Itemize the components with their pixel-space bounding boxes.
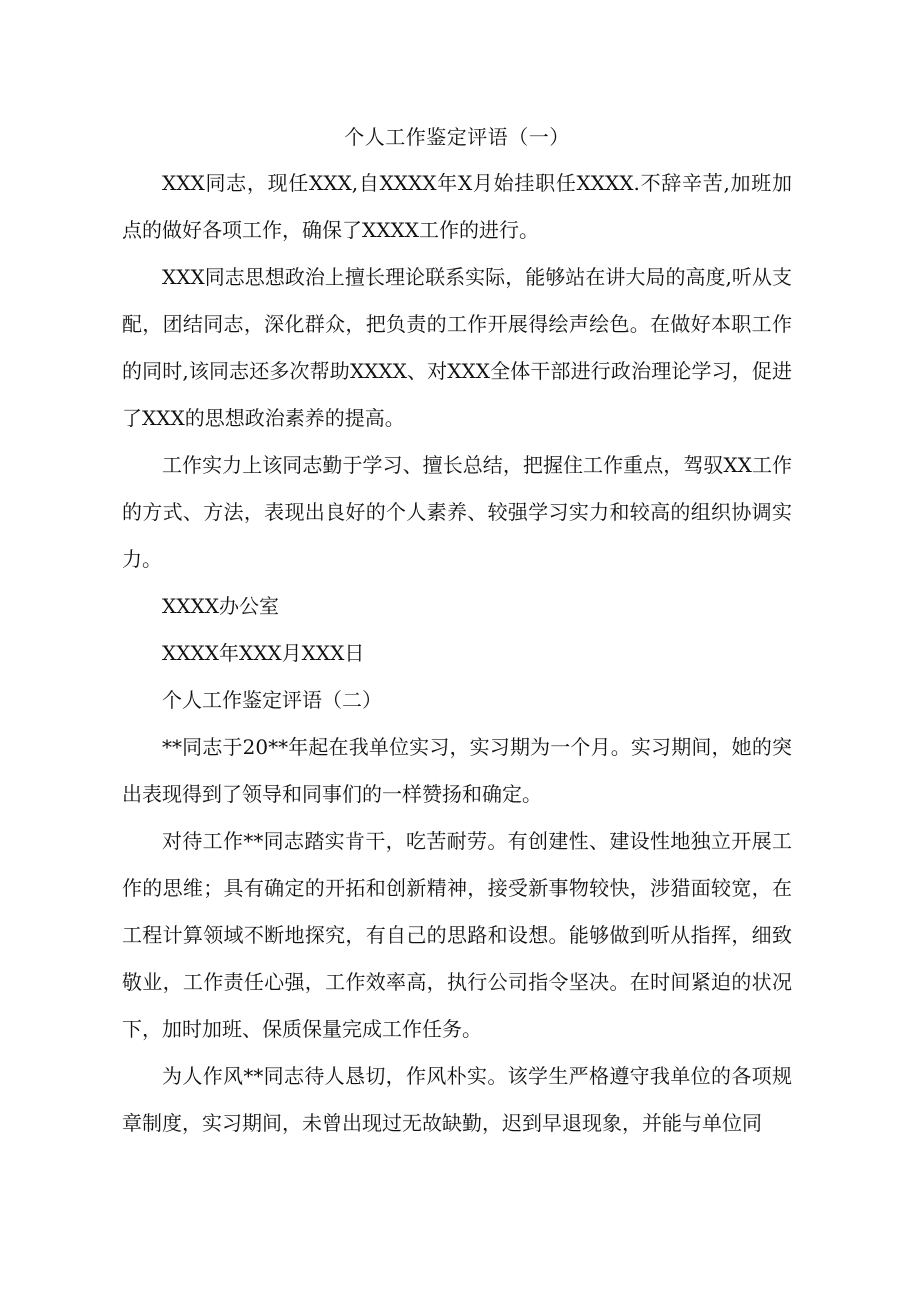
paragraph-2-1: **同志于20**年起在我单位实习，实习期为一个月。实习期间，她的突出表现得到了领导和同事们的一样赞扬和确定。 [122,735,792,806]
signature-date: XXXX年XXX月XXX日 [162,641,365,665]
document-body [122,122,792,1147]
paragraph-1-3: 工作实力上该同志勤于学习、擅长总结，把握住工作重点，驾驭XX工作的方式、方法，表现出良好的个人素养、较强学习实力和较高的组织协调实力。 [122,453,792,571]
section-title-1: 个人工作鉴定评语（一） [344,125,570,149]
signature-office: XXXX办公室 [162,594,279,618]
paragraph-1-2: XXX同志思想政治上擅长理论联系实际，能够站在讲大局的高度,听从支配，团结同志，深化群众，把负责的工作开展得绘声绘色。在做好本职工作的同时,该同志还多次帮助XXXX、对XXX全体干部进行政治理论学习，促进了XXX的思想政治素养的提高。 [122,265,792,430]
section-title-2: 个人工作鉴定评语（二） [162,688,382,712]
paragraph-2-3: 为人作风**同志待人恳切，作风朴实。该学生严格遵守我单位的各项规章制度，实习期间，未曾出现过无故缺勤，迟到早退现象，并能与单位同 [122,1064,792,1135]
paragraph-1-1: XXX同志，现任XXX,自XXXX年X月始挂职任XXXX.不辞辛苦,加班加点的做好各项工作，确保了XXXX工作的进行。 [122,171,792,242]
paragraph-2-2: 对待工作**同志踏实肯干，吃苦耐劳。有创建性、建设性地独立开展工作的思维；具有确定的开拓和创新精神，接受新事物较快，涉猎面较宽，在工程计算领域不断地探究，有自己的思路和设想。能够做到听从指挥，细致敬业，工作责任心强，工作效率高，执行公司指令坚决。在时间紧迫的状况下，加时加班、保质保量完成工作任务。 [122,829,792,1041]
